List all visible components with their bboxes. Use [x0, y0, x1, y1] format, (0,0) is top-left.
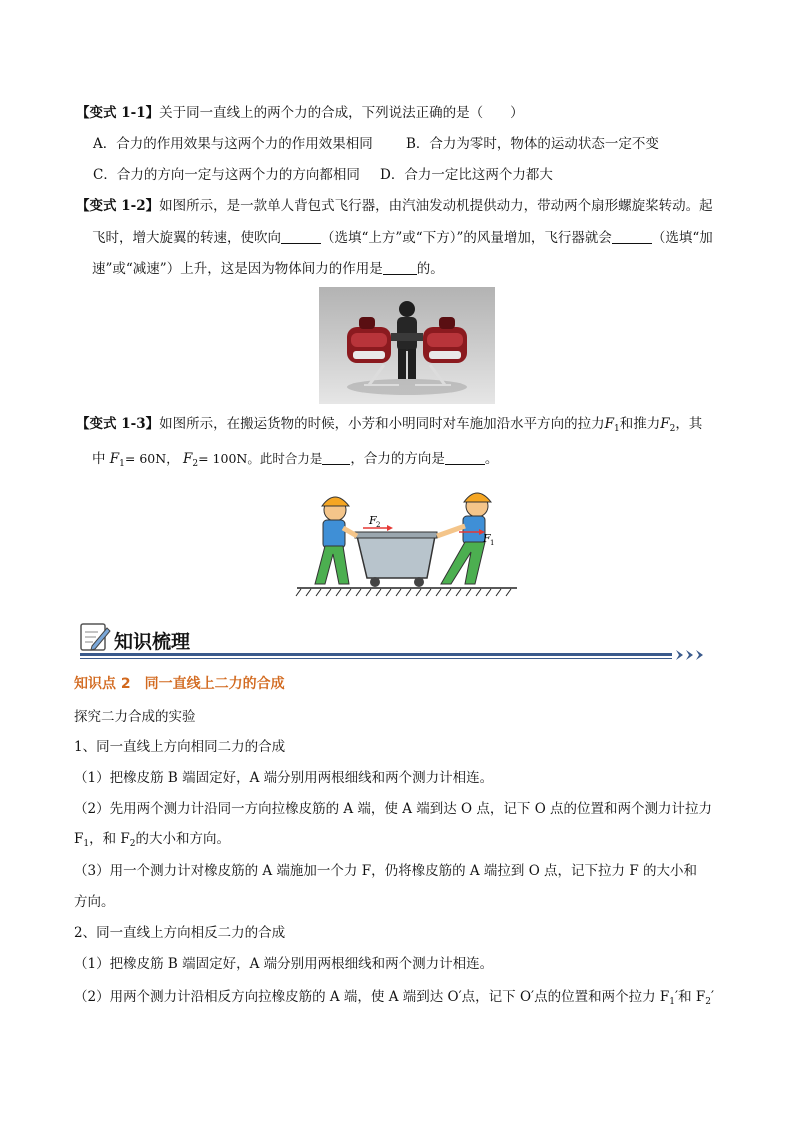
text: 飞时，增大旋翼的转速，使吹向: [92, 230, 281, 246]
text: ，其: [675, 416, 703, 432]
question-text: 如图所示，在搬运货物的时候，小芳和小明同时对车施加沿水平方向的拉力: [159, 416, 605, 432]
equation: = 100N。此时合力是: [198, 451, 323, 466]
subscript: 1: [613, 424, 620, 434]
answer-blank[interactable]: [383, 262, 417, 275]
question-1-2-line3: [92, 260, 444, 278]
question-1-1: [76, 104, 524, 122]
text: F: [74, 831, 84, 847]
text: 和推力: [619, 416, 661, 432]
question-text: 如图所示，是一款单人背包式飞行器，由汽油发动机提供动力，带动两个扇形螺旋桨转动。起: [159, 198, 713, 214]
subscript: 2: [669, 424, 676, 434]
subheading-opposite-direction: 2、同一直线上方向相反二力的合成: [74, 925, 286, 941]
answer-blank[interactable]: [612, 231, 652, 244]
question-1-2-line2: [92, 229, 713, 247]
option-a: A．合力的作用效果与这两个力的作用效果相同: [93, 136, 373, 152]
option-b: B．合力为零时，物体的运动状态一定不变: [406, 136, 659, 152]
step-2-cont: $F_1$，和 $F_2$的大小和方向。: [74, 831, 231, 849]
step-2: （2）先用两个测力计沿同一方向拉橡皮筋的 A 端，使 A 端到达 O 点，记下 O 点的位置和两个测力计拉力: [74, 801, 713, 817]
text: 。: [484, 451, 499, 467]
text: ，合力的方向是: [350, 451, 445, 467]
symbol-f: F: [604, 416, 614, 432]
step-opp-1: （1）把橡皮筋 B 端固定好，A 端分别用两根细线和两个测力计相连。: [74, 956, 494, 972]
jetpack-illustration: [319, 287, 495, 404]
text: 速”或“减速”）上升，这是因为物体间力的作用是: [92, 261, 383, 277]
answer-blank[interactable]: [322, 452, 350, 465]
label-f1: F: [483, 532, 491, 545]
question-1-2: [76, 197, 713, 215]
label-f2: F: [369, 514, 377, 527]
step-1: （1）把橡皮筋 B 端固定好，A 端分别用两根细线和两个测力计相连。: [74, 770, 494, 786]
symbol-f: F: [660, 416, 670, 432]
label-f2-sub: 2: [376, 521, 381, 529]
step-opp-2: （2）用两个测力计沿相反方向拉橡皮筋的 A 端，使 A 端到达 O′点，记下 O′点的位置和两个拉力 $F_1'$和 $F_2'$: [74, 989, 715, 1007]
step-3-cont: 方向。: [74, 894, 115, 910]
section-divider-thin: [80, 658, 672, 659]
question-1-3-line2: [92, 450, 498, 473]
text: ′和 F: [675, 989, 706, 1005]
text: ′: [710, 989, 715, 1005]
text: ，和 F: [89, 831, 130, 847]
text: 的。: [416, 261, 444, 277]
step-3: （3）用一个测力计对橡皮筋的 A 端施加一个力 F，仍将橡皮筋的 A 端拉到 O 点，记下拉力 F 的大小和: [74, 863, 698, 879]
subscript: 2: [192, 459, 199, 469]
question-text: 关于同一直线上的两个力的合成，下列说法正确的是（ ）: [159, 105, 524, 121]
cart-figure: [295, 488, 520, 598]
symbol-f: F: [183, 451, 193, 467]
equation: = 60N，: [124, 451, 179, 466]
section-title: 知识梳理: [114, 631, 191, 653]
label-f1-sub: 1: [490, 539, 495, 547]
text: （2）用两个测力计沿相反方向拉橡皮筋的 A 端，使 A 端到达 O′点，记下 O′点的位置和两个拉力 F: [74, 989, 670, 1005]
question-tag: 【变式 1-3】: [76, 416, 160, 432]
question-tag: 【变式 1-2】: [76, 198, 160, 214]
option-d: D．合力一定比这两个力都大: [380, 167, 553, 183]
jetpack-photo: [319, 287, 495, 404]
section-divider: [80, 653, 672, 656]
subheading-same-direction: 1、同一直线上方向相同二力的合成: [74, 739, 286, 755]
question-tag: 【变式 1-1】: [76, 105, 160, 121]
question-1-3: [76, 415, 702, 438]
subscript: 1: [119, 459, 125, 469]
knowledge-point-title: 知识点 2 同一直线上二力的合成: [74, 676, 285, 692]
symbol-f: F: [109, 451, 120, 467]
option-c: C．合力的方向一定与这两个力的方向都相同: [93, 167, 360, 183]
intro-text: 探究二力合成的实验: [74, 709, 196, 725]
text: 的大小和方向。: [135, 831, 231, 847]
notebook-pencil-icon: [78, 620, 112, 654]
text: （选填“加: [651, 230, 713, 246]
double-arrow-icon: [670, 648, 706, 662]
text: （选填“上方”或“下方）”的风量增加，飞行器就会: [321, 230, 612, 246]
answer-blank[interactable]: [281, 231, 321, 244]
answer-blank[interactable]: [445, 452, 485, 465]
text: 中: [92, 451, 106, 467]
